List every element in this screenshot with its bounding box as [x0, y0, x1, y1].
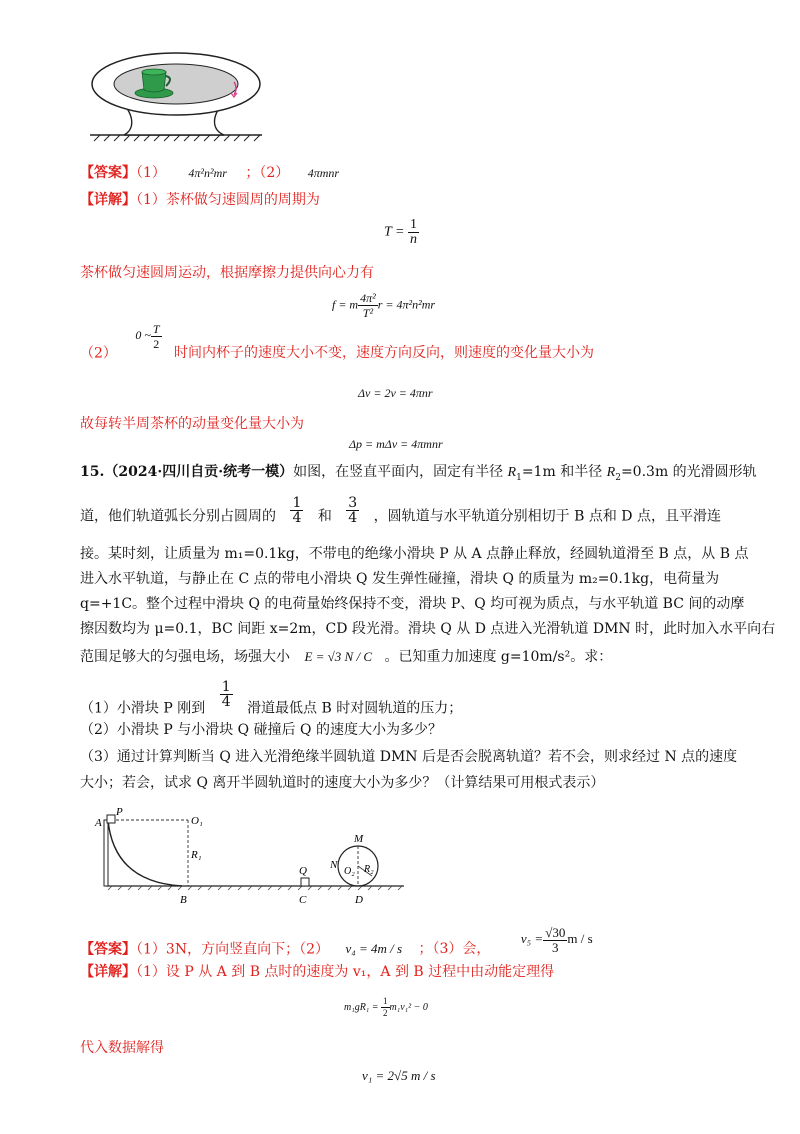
label-C: C — [299, 894, 307, 906]
answer2-v4: v₄ = 4m / s — [345, 941, 403, 957]
label-R1: R₁ — [191, 849, 202, 861]
problem-source: （2024·四川自贡·统考一模） — [104, 464, 294, 480]
answer2-v5 — [520, 925, 593, 955]
eq-T-lhs: T = — [384, 224, 405, 240]
track-figure — [92, 806, 412, 910]
eq-T-den: n — [409, 232, 417, 247]
equation-energy — [344, 996, 428, 1019]
eq-f-num: 4π² — [360, 291, 376, 305]
detail2-line-1 — [80, 962, 554, 982]
detail-text-velocity: 时间内杯子的速度大小不变，速度方向反向，则速度的变化量大小为 — [174, 345, 595, 362]
label-B: B — [180, 894, 187, 906]
problem-text-and: 和 — [317, 508, 332, 525]
tray-inner — [114, 64, 238, 104]
detail-text-period: （1）茶杯做匀速圆周的周期为 — [136, 192, 320, 208]
fraction-1-4-num: 1 — [292, 495, 302, 511]
question-1a: （1）小滑块 P 刚到 — [80, 700, 206, 717]
equation-v1: v₁ = 2√5 m / s — [362, 1068, 436, 1083]
detail-line-3 — [80, 322, 595, 369]
problem-number: 15. — [80, 464, 105, 480]
detail-line-1 — [80, 190, 320, 210]
detail-line-4: 故每转半周茶杯的动量变化量大小为 — [80, 416, 304, 432]
eq-f-rhs: r = 4π²n²mr — [377, 297, 436, 312]
detail2-line-2: 代入数据解得 — [80, 1040, 164, 1056]
range-den: 2 — [153, 337, 160, 351]
problem-text-2a: 道，他们轨道弧长分别占圆周的 — [80, 508, 276, 525]
fraction-1-4-den: 4 — [292, 510, 302, 526]
detail2-label: 【详解】 — [80, 964, 136, 980]
answer-part1-value: 4π²n²mr — [188, 166, 227, 180]
problem-15-line-3: 接。某时刻，让质量为 m₁=0.1kg，不带电的绝缘小滑块 P 从 A 点静止释放，经圆轨道滑至 B 点，从 B 点 — [80, 546, 749, 562]
label-N: N — [330, 859, 338, 871]
v5-den: 3 — [552, 940, 559, 955]
label-O2: O₂ — [344, 866, 355, 877]
range-num: T — [152, 322, 160, 336]
eq-energy-num: 1 — [383, 996, 388, 1006]
answer-line-1 — [80, 163, 339, 183]
label-A: A — [95, 817, 102, 829]
v5-unit: m / s — [567, 931, 593, 947]
problem-15-line-4: 进入水平轨道，与静止在 C 点的带电小滑块 Q 发生弹性碰撞，滑块 Q 的质量为 m₂=0.1kg，电荷量为 — [80, 571, 720, 587]
block-Q — [301, 878, 309, 886]
detail-line-2: 茶杯做匀速圆周运动，根据摩擦力提供向心力有 — [80, 265, 374, 281]
label-R2: R₂ — [364, 864, 374, 875]
block-P — [107, 815, 115, 823]
answer-part2-value: 4πmnr — [307, 166, 340, 180]
problem-text-2b: ，圆轨道与水平轨道分别相切于 B 点和 D 点，且平滑连 — [373, 508, 721, 525]
detail-label: 【详解】 — [80, 192, 136, 208]
answer2-label: 【答案】 — [80, 941, 136, 958]
question-3-line-1: （3）通过计算判断当 Q 进入光滑绝缘半圆轨道 DMN 后是否会脱离轨道？若不会，则求经过 N 点的速度 — [80, 749, 738, 765]
fraction-3-4-num: 3 — [348, 495, 358, 511]
range-lhs: 0 ~ — [135, 328, 151, 343]
fraction-3-4-den: 4 — [348, 510, 358, 526]
problem-15-line-1: 15.（2024·四川自贡·统考一模）如图，在竖直平面内，固定有半径 $R_1=1m$ 和半径 $R_2=0.3m$ 的光滑圆形轨 — [80, 464, 757, 483]
eq-f-lhs: f = m — [332, 297, 359, 312]
q1-fraction-den: 4 — [221, 694, 231, 710]
label-D: D — [355, 894, 363, 906]
detail2-text-1: （1）设 P 从 A 到 B 点时的速度为 v₁，A 到 B 过程中由动能定理得 — [136, 964, 555, 980]
question-1 — [80, 679, 463, 723]
equation-delta-v: Δv = 2v = 4πnr — [358, 386, 433, 400]
field-strength: E = √3 N / C — [304, 649, 373, 664]
question-1b: 滑道最低点 B 时对圆轨道的压力； — [247, 700, 463, 717]
turntable-figure — [84, 38, 274, 150]
question-3-line-2: 大小；若会，试求 Q 离开半圆轨道时的速度大小为多少？（计算结果可用根式表示） — [80, 775, 605, 791]
problem-text-7a: 范围足够大的匀强电场，场强大小 — [80, 649, 290, 665]
v5-num: √30 — [545, 925, 566, 940]
ground-hatch — [94, 135, 260, 141]
answer2-part1: （1）3N，方向竖直向下；（2） — [136, 941, 329, 958]
problem-text-R2: =0.3m 的光滑圆形轨 — [620, 464, 757, 480]
answer-line-2 — [80, 925, 593, 965]
equation-delta-p: Δp = mΔv = 4πmnr — [349, 437, 443, 451]
problem-text-R1: =1m 和半径 — [521, 464, 607, 480]
label-Q: Q — [299, 865, 307, 877]
problem-15-line-2 — [80, 495, 721, 531]
problem-15-line-7 — [80, 647, 612, 667]
q1-fraction-num: 1 — [221, 679, 231, 695]
eq-f-den: T² — [362, 306, 374, 320]
answer-part1-prefix: （1） — [136, 165, 166, 181]
detail-part2-prefix: （2） — [80, 345, 117, 362]
problem-text-1a: 如图，在竖直平面内，固定有半径 — [293, 464, 508, 480]
problem-text-7b: 。已知重力加速度 g=10m/s²。求： — [384, 649, 613, 665]
label-M: M — [354, 833, 364, 845]
question-2: （2）小滑块 P 与小滑块 Q 碰撞后 Q 的速度大小为多少？ — [80, 722, 442, 738]
eq-T-num: 1 — [409, 217, 417, 232]
v5-lhs: v₅ = — [520, 931, 544, 947]
equation-friction — [332, 291, 435, 320]
left-wall — [104, 820, 108, 886]
problem-15-line-5: q=+1C。整个过程中滑块 Q 的电荷量始终保持不变，滑块 P、Q 均可视为质点，与水平轨道 BC 间的动摩 — [80, 596, 745, 612]
eq-energy-lhs: m₁gR₁ = — [344, 1001, 379, 1013]
problem-15-line-6: 擦因数均为 μ=0.1，BC 间距 x=2m，CD 段光滑。滑块 Q 从 D 点进入光滑轨道 DMN 时，此时加入水平向右 — [80, 621, 776, 637]
quarter-arc-track — [108, 820, 182, 886]
label-P: P — [116, 806, 123, 818]
label-O1: O₁ — [191, 815, 203, 827]
eq-energy-rhs: m₁v₁² − 0 — [389, 1001, 428, 1013]
eq-energy-den: 2 — [383, 1008, 388, 1018]
answer2-part3: ；（3）会， — [418, 941, 491, 958]
equation-period — [384, 218, 419, 247]
answer-separator: ；（2） — [245, 165, 290, 181]
answer-label: 【答案】 — [80, 165, 136, 181]
time-range — [135, 322, 161, 351]
